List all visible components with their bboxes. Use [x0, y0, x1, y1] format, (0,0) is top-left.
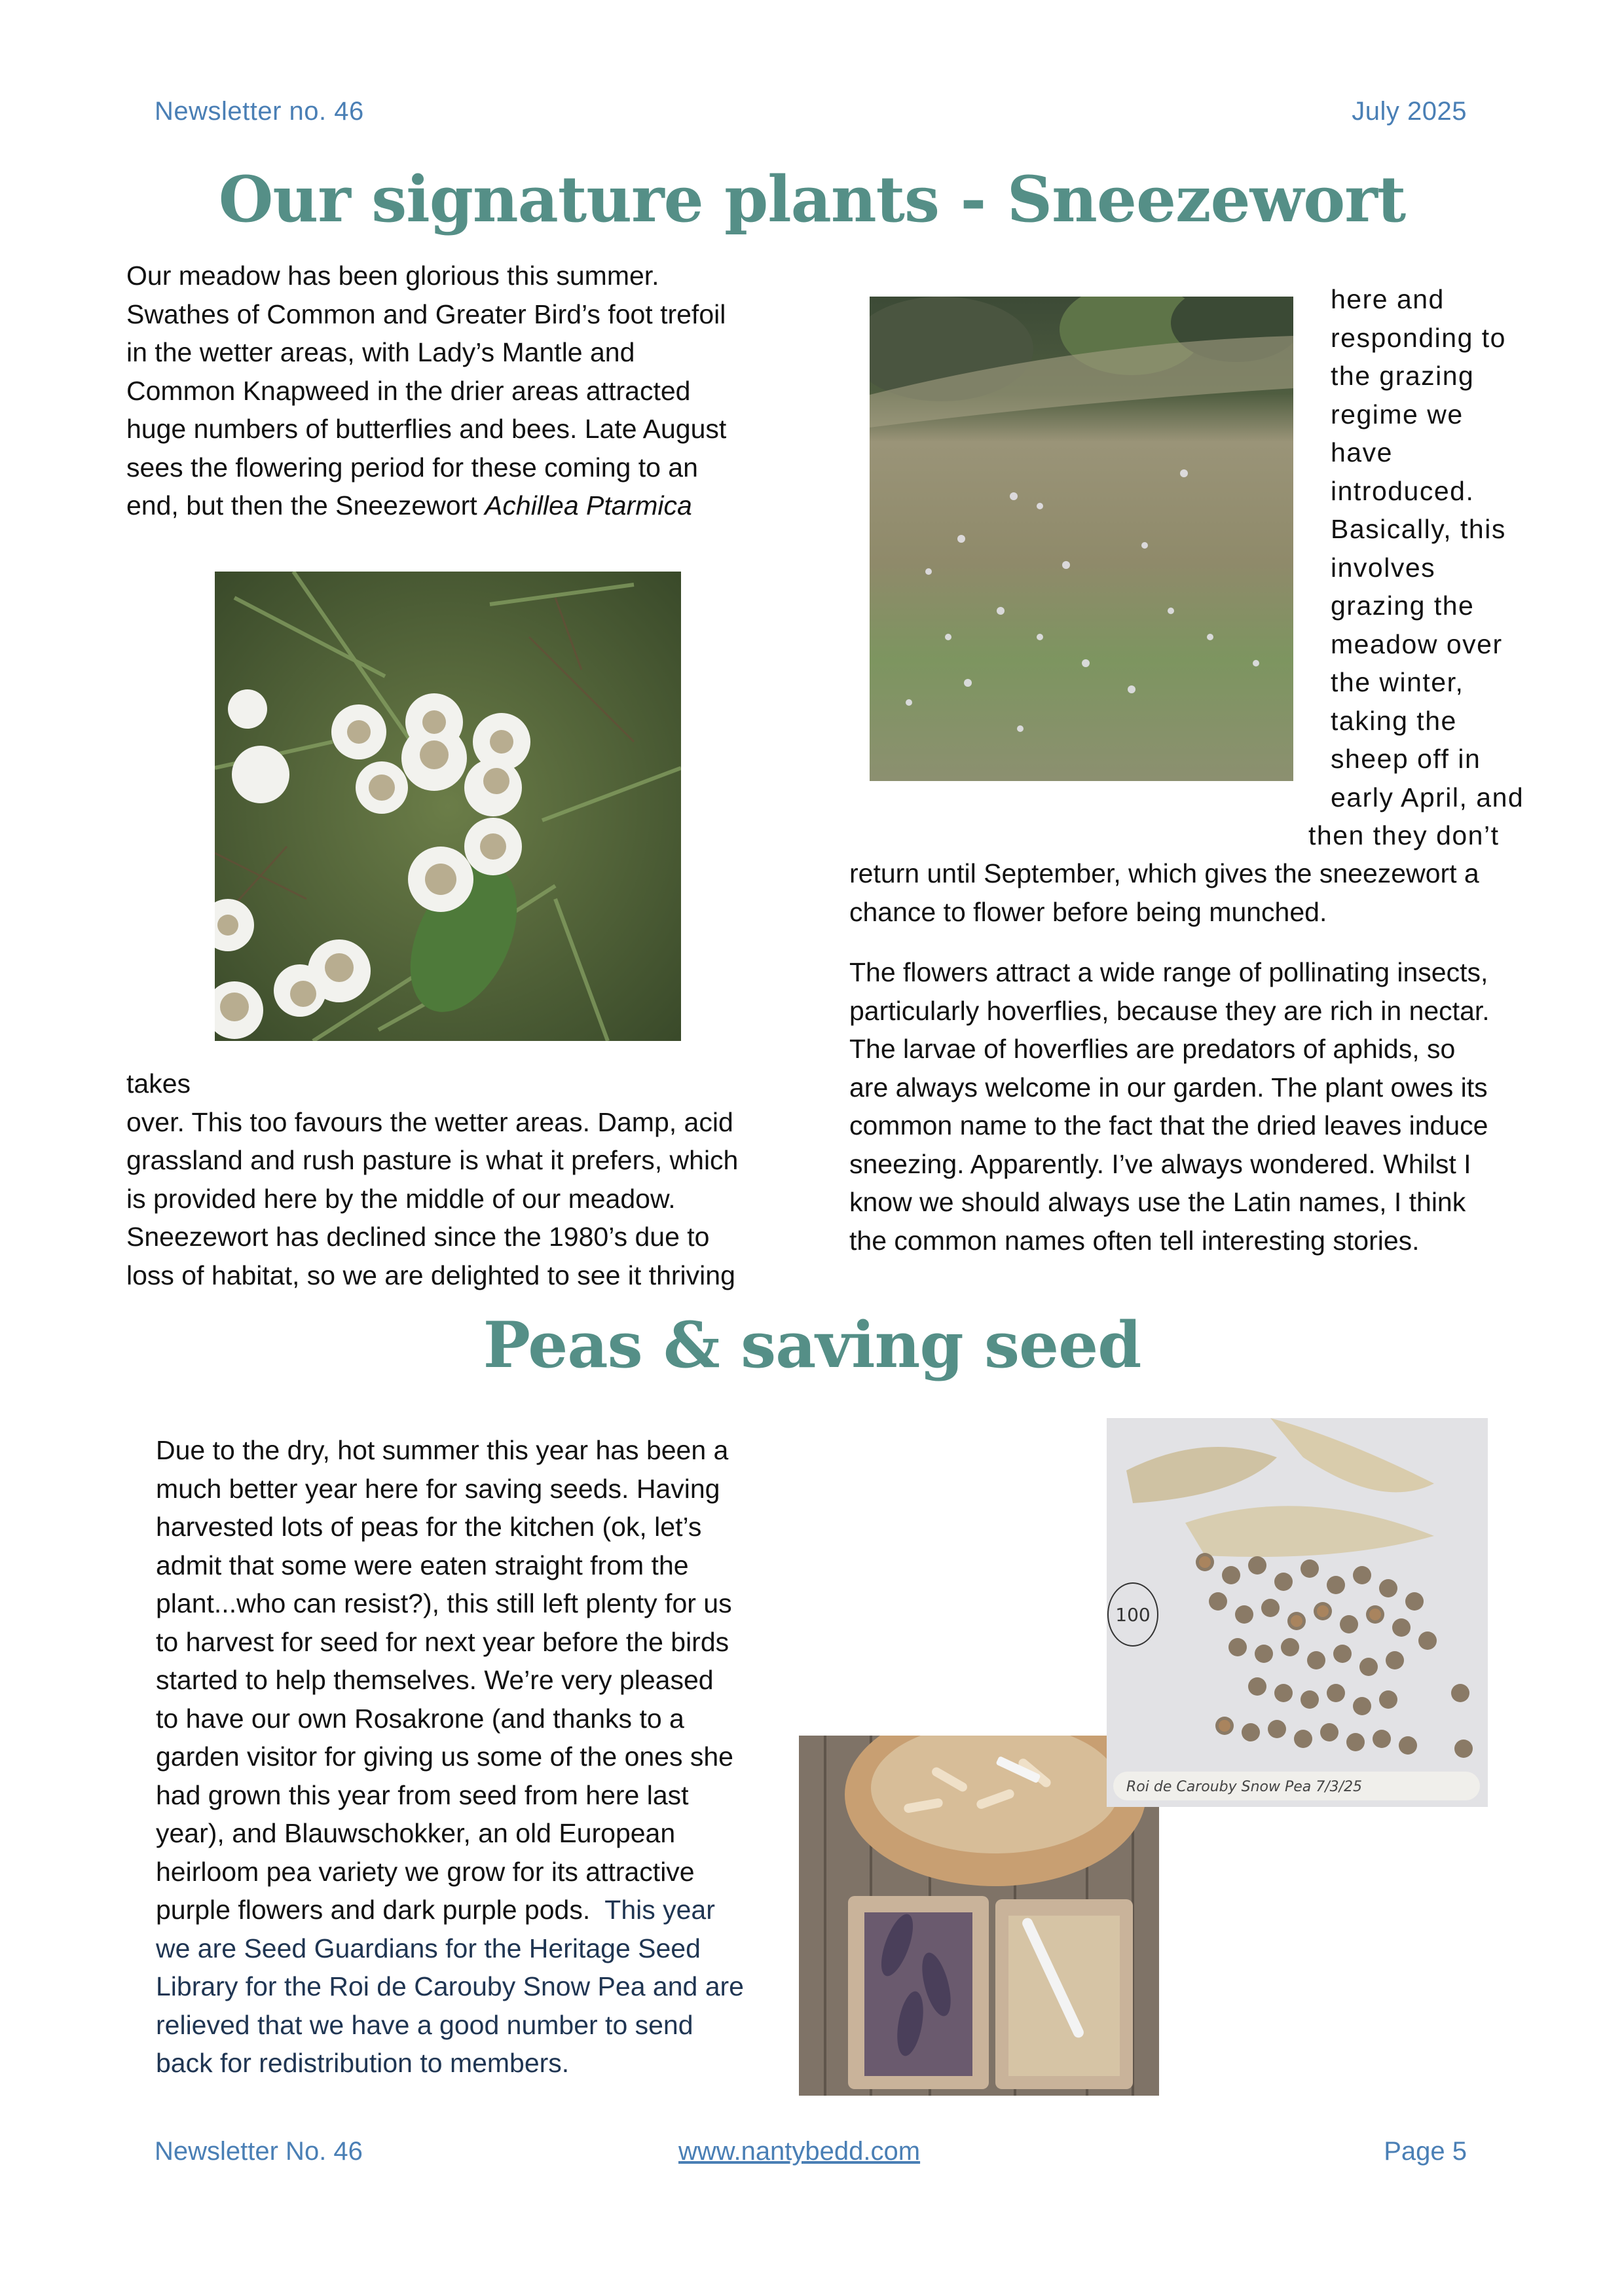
text-line: common name to the fact that the dried leaves induce	[849, 1110, 1488, 1140]
text-line: taking the	[1331, 705, 1457, 736]
text-line: the common names often tell interesting stories.	[849, 1225, 1420, 1256]
text-line: had grown this year from seed from here last	[156, 1779, 689, 1810]
latin-name: Achillea Ptarmica	[485, 490, 692, 520]
text-line: return until September, which gives the sneezewort a	[849, 858, 1479, 888]
text-fragment: end, but then the Sneezewort	[126, 490, 485, 520]
text-line: the winter,	[1331, 667, 1464, 697]
seed-stick-label: Roi de Carouby Snow Pea 7/3/25	[1126, 1779, 1363, 1795]
sneezewort-flowers-photo	[215, 572, 681, 1041]
peas-saving-seed-text	[156, 1431, 811, 2083]
section-title-sneezewort: Our signature plants - Sneezewort	[218, 162, 1406, 236]
text-line: sees the flowering period for these coming to an	[126, 452, 698, 483]
roi-de-carouby-seeds-photo	[1107, 1418, 1488, 1807]
pollinators-text	[849, 953, 1570, 1260]
seeds-photo-illustration	[1107, 1418, 1488, 1807]
text-line: responding to	[1331, 322, 1506, 353]
text-line	[126, 486, 781, 525]
text-line: grassland and rush pasture is what it prefers, which	[126, 1145, 739, 1175]
text-line: Swathes of Common and Greater Bird’s foot trefoil	[126, 299, 726, 329]
text-line: the grazing	[1331, 361, 1475, 391]
section-title-peas: Peas & saving seed	[483, 1308, 1141, 1382]
text-line: year), and Blauwschokker, an old European	[156, 1818, 676, 1848]
header-newsletter-number: Newsletter no. 46	[155, 97, 364, 126]
text-line: Common Knapweed in the drier areas attracted	[126, 375, 691, 406]
grazing-wrap-line: then they don’t	[1308, 820, 1500, 850]
seed-guardian-text: we are Seed Guardians for the Heritage Seed	[156, 1933, 701, 1963]
text-line: sneezing. Apparently. I’ve always wondered. Whilst I	[849, 1148, 1471, 1179]
text-line: in the wetter areas, with Lady’s Mantle and	[126, 337, 635, 367]
seed-guardian-text: relieved that we have a good number to send	[156, 2009, 693, 2040]
text-line: plant...who can resist?), this still left plenty for us	[156, 1588, 732, 1618]
flowers-photo-illustration	[215, 572, 681, 1041]
text-line: particularly hoverflies, because they are rich in nectar.	[849, 995, 1490, 1026]
meadow-photo-illustration	[870, 297, 1293, 781]
text-line: here and	[1331, 284, 1445, 314]
text-line: introduced.	[1331, 475, 1475, 506]
sneezewort-intro-text	[126, 257, 781, 525]
text-line: chance to flower before being munched.	[849, 896, 1327, 927]
text-line: heirloom pea variety we grow for its attractive	[156, 1856, 695, 1887]
text-line: admit that some were eaten straight from the	[156, 1550, 689, 1580]
text-line: are always welcome in our garden. The plant owes its	[849, 1072, 1488, 1102]
header-date: July 2025	[1352, 97, 1467, 126]
text-line: Basically, this	[1331, 514, 1506, 544]
website-link[interactable]: www.nantybedd.com	[678, 2137, 921, 2166]
footer-newsletter-number: Newsletter No. 46	[155, 2137, 363, 2166]
text-line: Due to the dry, hot summer this year has been a	[156, 1435, 729, 1465]
text-line: garden visitor for giving us some of the ones she	[156, 1741, 733, 1772]
text-fragment: purple flowers and dark purple pods.	[156, 1895, 605, 1925]
grazing-conclusion-text	[849, 854, 1570, 931]
text-line: Sneezewort has declined since the 1980’s due to	[126, 1222, 710, 1252]
text-line	[156, 1891, 811, 1929]
text-line: takes	[126, 1068, 191, 1099]
text-line: to harvest for seed for next year before the birds	[156, 1626, 729, 1657]
text-line: involves	[1331, 552, 1436, 583]
text-line: harvested lots of peas for the kitchen (ok, let’s	[156, 1512, 702, 1542]
text-line: know we should always use the Latin names, I think	[849, 1187, 1466, 1217]
footer-page-number: Page 5	[1384, 2137, 1467, 2166]
text-line: sheep off in	[1331, 744, 1481, 774]
text-line: grazing the	[1331, 591, 1475, 621]
text-line: The larvae of hoverflies are predators of aphids, so	[849, 1034, 1456, 1064]
text-line: to have our own Rosakrone (and thanks to a	[156, 1703, 684, 1734]
text-line: regime we	[1331, 399, 1464, 429]
pea-pods-basket-photo	[799, 1736, 1159, 2096]
text-line: much better year here for saving seeds. Having	[156, 1473, 720, 1504]
text-line: The flowers attract a wide range of pollinating insects,	[849, 957, 1488, 987]
grazing-regime-text	[1331, 280, 1524, 816]
text-line: have	[1331, 437, 1393, 467]
sneezewort-habitat-text	[126, 1065, 781, 1294]
text-line: early April, and	[1331, 782, 1524, 812]
seed-guardian-text: back for redistribution to members.	[156, 2048, 570, 2078]
text-line: started to help themselves. We’re very pleased	[156, 1665, 714, 1695]
text-line: over. This too favours the wetter areas. Damp, acid	[126, 1106, 733, 1137]
seed-guardian-text: Library for the Roi de Carouby Snow Pea and are	[156, 1971, 744, 2001]
text-line: Our meadow has been glorious this summer.	[126, 261, 659, 291]
seed-guardian-text-start: This year	[604, 1895, 715, 1925]
seed-count-label: 100	[1115, 1604, 1151, 1626]
text-line: loss of habitat, so we are delighted to see it thriving	[126, 1260, 735, 1290]
basket-photo-illustration	[799, 1736, 1159, 2096]
text-line: huge numbers of butterflies and bees. Late August	[126, 414, 727, 444]
text-line: is provided here by the middle of our meadow.	[126, 1183, 676, 1214]
text-line: meadow over	[1331, 629, 1503, 659]
meadow-photo	[870, 297, 1293, 781]
